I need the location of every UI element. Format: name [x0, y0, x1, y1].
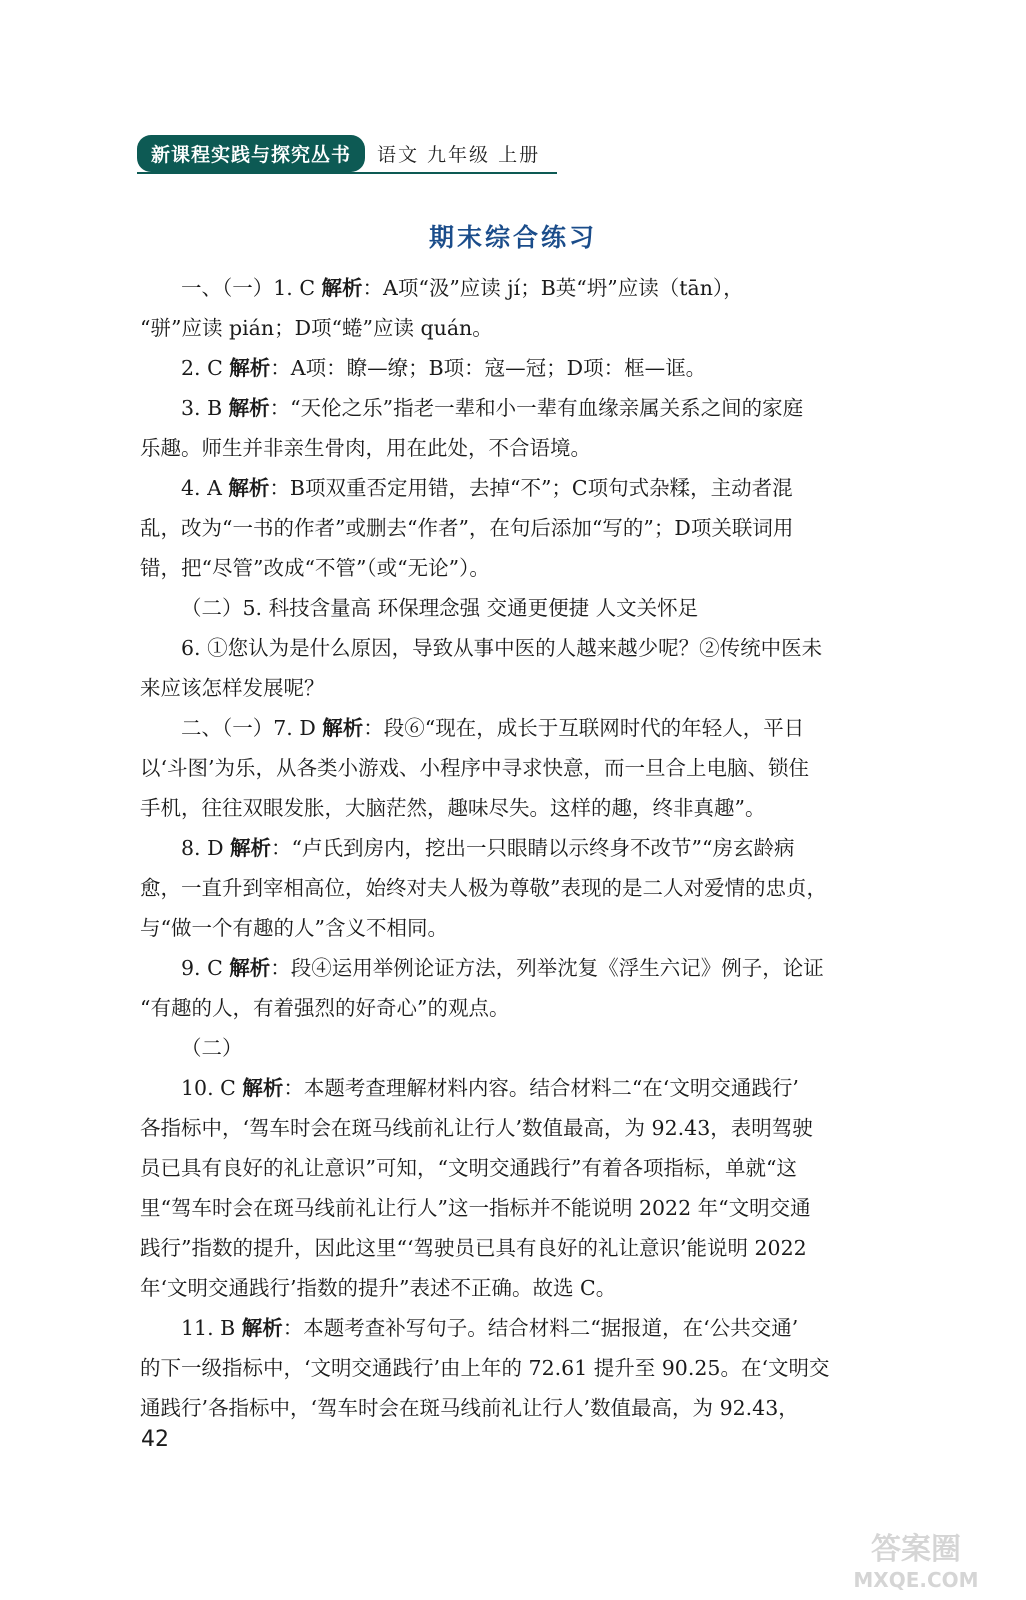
text-line: [140, 428, 940, 468]
analysis-label: 解析: [321, 276, 363, 300]
text-line: [140, 628, 940, 668]
text-line: [140, 348, 940, 388]
text-line: [140, 868, 940, 908]
line-text: 二、（一）7. D: [181, 716, 323, 740]
text-line: [140, 468, 940, 508]
text-line: [140, 1268, 940, 1308]
line-text: 员已具有良好的礼让意识”可知，“文明交通践行”有着各项指标，单就“这: [140, 1156, 797, 1180]
text-line: [140, 1068, 940, 1108]
line-text: 各指标中，‘驾车时会在斑马线前礼让行人’数值最高，为 92.43，表明驾驶: [140, 1116, 813, 1140]
line-text: “有趣的人，有着强烈的好奇心”的观点。: [140, 996, 510, 1020]
line-text: 8. D: [181, 836, 231, 860]
line-text-after: ：本题考查补写句子。结合材料二“据报道，在‘公共交通’: [282, 1316, 799, 1340]
text-line: [140, 828, 940, 868]
analysis-label: 解析: [228, 396, 270, 420]
answer-content: [140, 268, 940, 1428]
line-text: 乐趣。师生并非亲生骨肉，用在此处，不合语境。: [140, 436, 591, 460]
analysis-label: 解析: [229, 356, 271, 380]
line-text: 乱，改为“一书的作者”或删去“作者”，在句后添加“写的”；D项关联词用: [140, 516, 794, 540]
series-badge: 新课程实践与探究丛书: [137, 135, 365, 172]
line-text: 里“驾车时会在斑马线前礼让行人”这一指标并不能说明 2022 年“文明交通: [140, 1196, 811, 1220]
text-line: [140, 548, 940, 588]
text-line: [140, 1308, 940, 1348]
line-text: 以‘斗图’为乐，从各类小游戏、小程序中寻求快意，而一旦合上电脑、锁住: [140, 756, 810, 780]
text-line: [140, 748, 940, 788]
page-title: 期末综合练习: [428, 223, 597, 252]
text-line: [140, 908, 940, 948]
line-text: 一、（一）1. C: [181, 276, 322, 300]
text-line: [140, 388, 940, 428]
line-text: 4. A: [181, 476, 229, 500]
text-line: [140, 988, 940, 1028]
text-line: [140, 1148, 940, 1188]
analysis-label: 解析: [322, 716, 364, 740]
line-text: 的下一级指标中，‘文明交通践行’由上年的 72.61 提升至 90.25。在‘文明交: [140, 1356, 830, 1380]
text-line: [140, 708, 940, 748]
text-line: [140, 1388, 940, 1428]
line-text-after: ：段⑥“现在，成长于互联网时代的年轻人，平日: [363, 716, 805, 740]
line-text: 手机，往往双眼发胀，大脑茫然，趣味尽失。这样的趣，终非真趣”。: [140, 796, 766, 820]
line-text-after: ：B项双重否定用错，去掉“不”；C项句式杂糅，主动者混: [269, 476, 793, 500]
text-line: [140, 1228, 940, 1268]
line-text-after: ：“天伦之乐”指老一辈和小一辈有血缘亲属关系之间的家庭: [269, 396, 804, 420]
header-rule: [137, 172, 557, 174]
line-text: 年‘文明交通践行’指数的提升”表述不正确。故选 C。: [140, 1276, 617, 1300]
line-text: 10. C: [181, 1076, 243, 1100]
line-text: 错，把“尽管”改成“不管”（或“无论”）。: [140, 556, 490, 580]
line-text-after: ：A项：瞭—缭；B项：寇—冠；D项：框—诓。: [270, 356, 707, 380]
text-line: [140, 268, 940, 308]
analysis-label: 解析: [242, 1076, 284, 1100]
line-text: 11. B: [181, 1316, 242, 1340]
line-text: 来应该怎样发展呢？: [140, 676, 325, 700]
line-text: 6. ①您认为是什么原因，导致从事中医的人越来越少呢？②传统中医未: [181, 636, 823, 660]
analysis-label: 解析: [229, 956, 271, 980]
text-line: [140, 1028, 940, 1068]
line-text: 9. C: [181, 956, 230, 980]
analysis-label: 解析: [241, 1316, 283, 1340]
text-line: [140, 1108, 940, 1148]
text-line: [140, 588, 940, 628]
line-text: 3. B: [181, 396, 229, 420]
line-text: “骈”应读 pián；D项“蜷”应读 quán。: [140, 316, 493, 340]
line-text-after: ：本题考查理解材料内容。结合材料二“在‘文明交通践行’: [283, 1076, 799, 1100]
line-text-after: ：段④运用举例论证方法，列举沈复《浮生六记》例子，论证: [270, 956, 824, 980]
svg-text:答案圈: 答案圈: [871, 1532, 961, 1567]
line-text: 践行”指数的提升，因此这里“‘驾驶员已具有良好的礼让意识’能说明 2022: [140, 1236, 807, 1260]
analysis-label: 解析: [230, 836, 272, 860]
line-text: （二）5. 科技含量高 环保理念强 交通更便捷 人文关怀足: [181, 596, 699, 620]
text-line: [140, 1348, 940, 1388]
text-line: [140, 788, 940, 828]
text-line: [140, 668, 940, 708]
svg-text:MXQE.COM: MXQE.COM: [853, 1568, 979, 1592]
analysis-label: 解析: [228, 476, 270, 500]
line-text: 愈，一直升到宰相高位，始终对夫人极为尊敬”表现的是二人对爱情的忠贞，: [140, 876, 827, 900]
line-text: 与“做一个有趣的人”含义不相同。: [140, 916, 448, 940]
text-line: [140, 508, 940, 548]
text-line: [140, 948, 940, 988]
line-text: （二）: [181, 1036, 243, 1060]
watermark-logo: [818, 1525, 1014, 1593]
subject-label: 语文 九年级 上册: [377, 143, 541, 166]
line-text: 2. C: [181, 356, 230, 380]
text-line: [140, 1188, 940, 1228]
line-text-after: ：A项“汲”应读 jí；B英“坍”应读（tān），: [362, 276, 744, 300]
text-line: [140, 308, 940, 348]
line-text: 通践行’各指标中，‘驾车时会在斑马线前礼让行人’数值最高，为 92.43，: [140, 1396, 799, 1420]
page-number: 42: [141, 1427, 169, 1452]
book-header: [137, 135, 540, 171]
line-text-after: ：“卢氏到房内，挖出一只眼睛以示终身不改节”“房玄龄病: [271, 836, 795, 860]
